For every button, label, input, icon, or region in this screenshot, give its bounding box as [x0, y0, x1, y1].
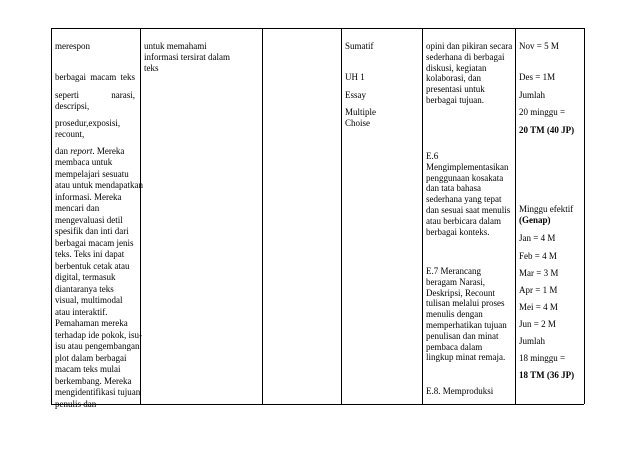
- table-border-right: [584, 28, 585, 404]
- col2-text: informasi tersirat dalam: [144, 52, 230, 62]
- col7-text: Apr = 1 M: [519, 285, 558, 295]
- text-line: mengevaluasi detil: [55, 214, 123, 225]
- column-divider-1: [140, 28, 141, 404]
- col7-text: Jan = 4 M: [519, 233, 556, 243]
- col7-text: Mar = 3 M: [519, 268, 559, 278]
- col2-text: teks: [144, 63, 159, 73]
- col1-text-italic: report: [70, 146, 93, 156]
- col5-text: Choise: [345, 118, 371, 128]
- col7-text-bold: 20 TM (40 JP): [519, 125, 575, 135]
- col1-text: seperti narasi,: [55, 90, 135, 100]
- table-bottom-border: [51, 404, 584, 405]
- text-line: spesifik dan inti dari: [55, 226, 129, 236]
- table-border-left: [51, 28, 52, 404]
- text-line: membaca untuk: [55, 157, 113, 167]
- text-line: berbagai macam jenis: [55, 237, 134, 248]
- col2-text: untuk memahami: [144, 41, 207, 51]
- text-line: presentasi untuk: [426, 84, 485, 95]
- text-line: berbagai konteks.: [426, 226, 490, 237]
- text-line: E.7 Merancang: [426, 266, 481, 276]
- text-line: atau untuk mendapatkan: [55, 180, 143, 190]
- col5-text: UH 1: [345, 72, 365, 82]
- column-divider-2: [262, 28, 263, 404]
- col7-text: Feb = 4 M: [519, 251, 557, 261]
- col1-text: prosedur,exposisi,: [55, 118, 121, 128]
- table-top-border: [51, 28, 584, 29]
- col5-text: Sumatif: [345, 41, 374, 51]
- col7-text: 20 minggu =: [519, 107, 566, 117]
- col1-report-line: [55, 146, 124, 157]
- text-line: E.6: [426, 151, 439, 161]
- text-line: digital, termasuk: [55, 272, 116, 282]
- text-line: Pemahaman mereka: [55, 318, 128, 328]
- text-line: visual, multimodal: [55, 295, 123, 305]
- text-line: isu atau pengembangan: [55, 341, 140, 351]
- text-line: diskusi, kegiatan: [426, 62, 487, 73]
- text-line: pembaca dalam: [426, 341, 483, 352]
- col1-text: berbagai macam teks: [55, 72, 135, 82]
- col1-text: merespon: [55, 41, 90, 51]
- text-line: memperhatikan tujuan: [426, 320, 507, 330]
- text-line: berbentuk cetak atau: [55, 260, 130, 271]
- text-line: atau interaktif.: [55, 306, 108, 317]
- text-line: Deskripsi, Recount: [426, 287, 495, 298]
- col1-text: . Mereka: [92, 146, 125, 156]
- col7-text: 18 minggu =: [519, 353, 566, 363]
- text-line: tulisan melalui proses: [426, 298, 505, 309]
- column-divider-4: [422, 28, 423, 404]
- col7-text: Des = 1M: [519, 72, 556, 82]
- col5-text: Essay: [345, 90, 366, 100]
- text-line: berbagai tujuan.: [426, 95, 484, 105]
- col7-text: Nov = 5 M: [519, 41, 559, 51]
- text-line: mempelajari sesuatu: [55, 168, 129, 179]
- col5-text: Multiple: [345, 107, 376, 117]
- text-line: mengidentifikasi tujuan: [55, 387, 141, 397]
- col7-text-bold: 18 TM (36 JP): [519, 370, 575, 380]
- column-divider-3: [341, 28, 342, 404]
- text-line: dan tata bahasa: [426, 183, 481, 194]
- col1-text: descripsi,: [55, 101, 90, 111]
- col7-text: Jumlah: [519, 90, 545, 100]
- col6-text: E.8. Memproduksi: [426, 386, 494, 396]
- text-line: teks. Teks ini dapat: [55, 249, 125, 259]
- text-line: atau berbicara dalam: [426, 215, 501, 226]
- text-line: kolaborasi, dan: [426, 73, 481, 84]
- text-line: terhadap ide pokok, isu-: [55, 329, 142, 340]
- text-line: macam teks mulai: [55, 364, 121, 374]
- text-line: penggunaan kosakata: [426, 172, 504, 183]
- text-line: mencari dan: [55, 203, 100, 213]
- col1-text: dan: [55, 146, 71, 156]
- col7-text: Minggu efektif: [519, 204, 574, 214]
- text-line: diantaranya teks: [55, 283, 114, 294]
- text-line: dan sesuai saat menulis: [426, 205, 511, 215]
- text-line: penulisan dan minat: [426, 330, 499, 341]
- text-line: Mengimplementasikan: [426, 161, 509, 172]
- col7-text: Jun = 2 M: [519, 319, 556, 329]
- col1-text: recount,: [55, 129, 85, 139]
- text-line: lingkup minat remaja.: [426, 352, 506, 363]
- column-divider-5: [515, 28, 516, 404]
- text-line: sederhana yang tepat: [426, 194, 502, 205]
- text-line: berkembang. Mereka: [55, 375, 132, 386]
- text-line: beragam Narasi,: [426, 276, 485, 287]
- text-line: penulis dan: [55, 398, 97, 409]
- text-line: opini dan pikiran secara: [426, 41, 513, 51]
- text-line: menulis dengan: [426, 309, 483, 320]
- col7-text: Jumlah: [519, 336, 545, 346]
- text-line: informasi. Mereka: [55, 191, 122, 202]
- col7-text: Mei = 4 M: [519, 302, 558, 312]
- text-line: sederhana di berbagai: [426, 51, 505, 62]
- text-line: plot dalam berbagai: [55, 352, 127, 363]
- col7-text-bold: (Genap): [519, 215, 551, 225]
